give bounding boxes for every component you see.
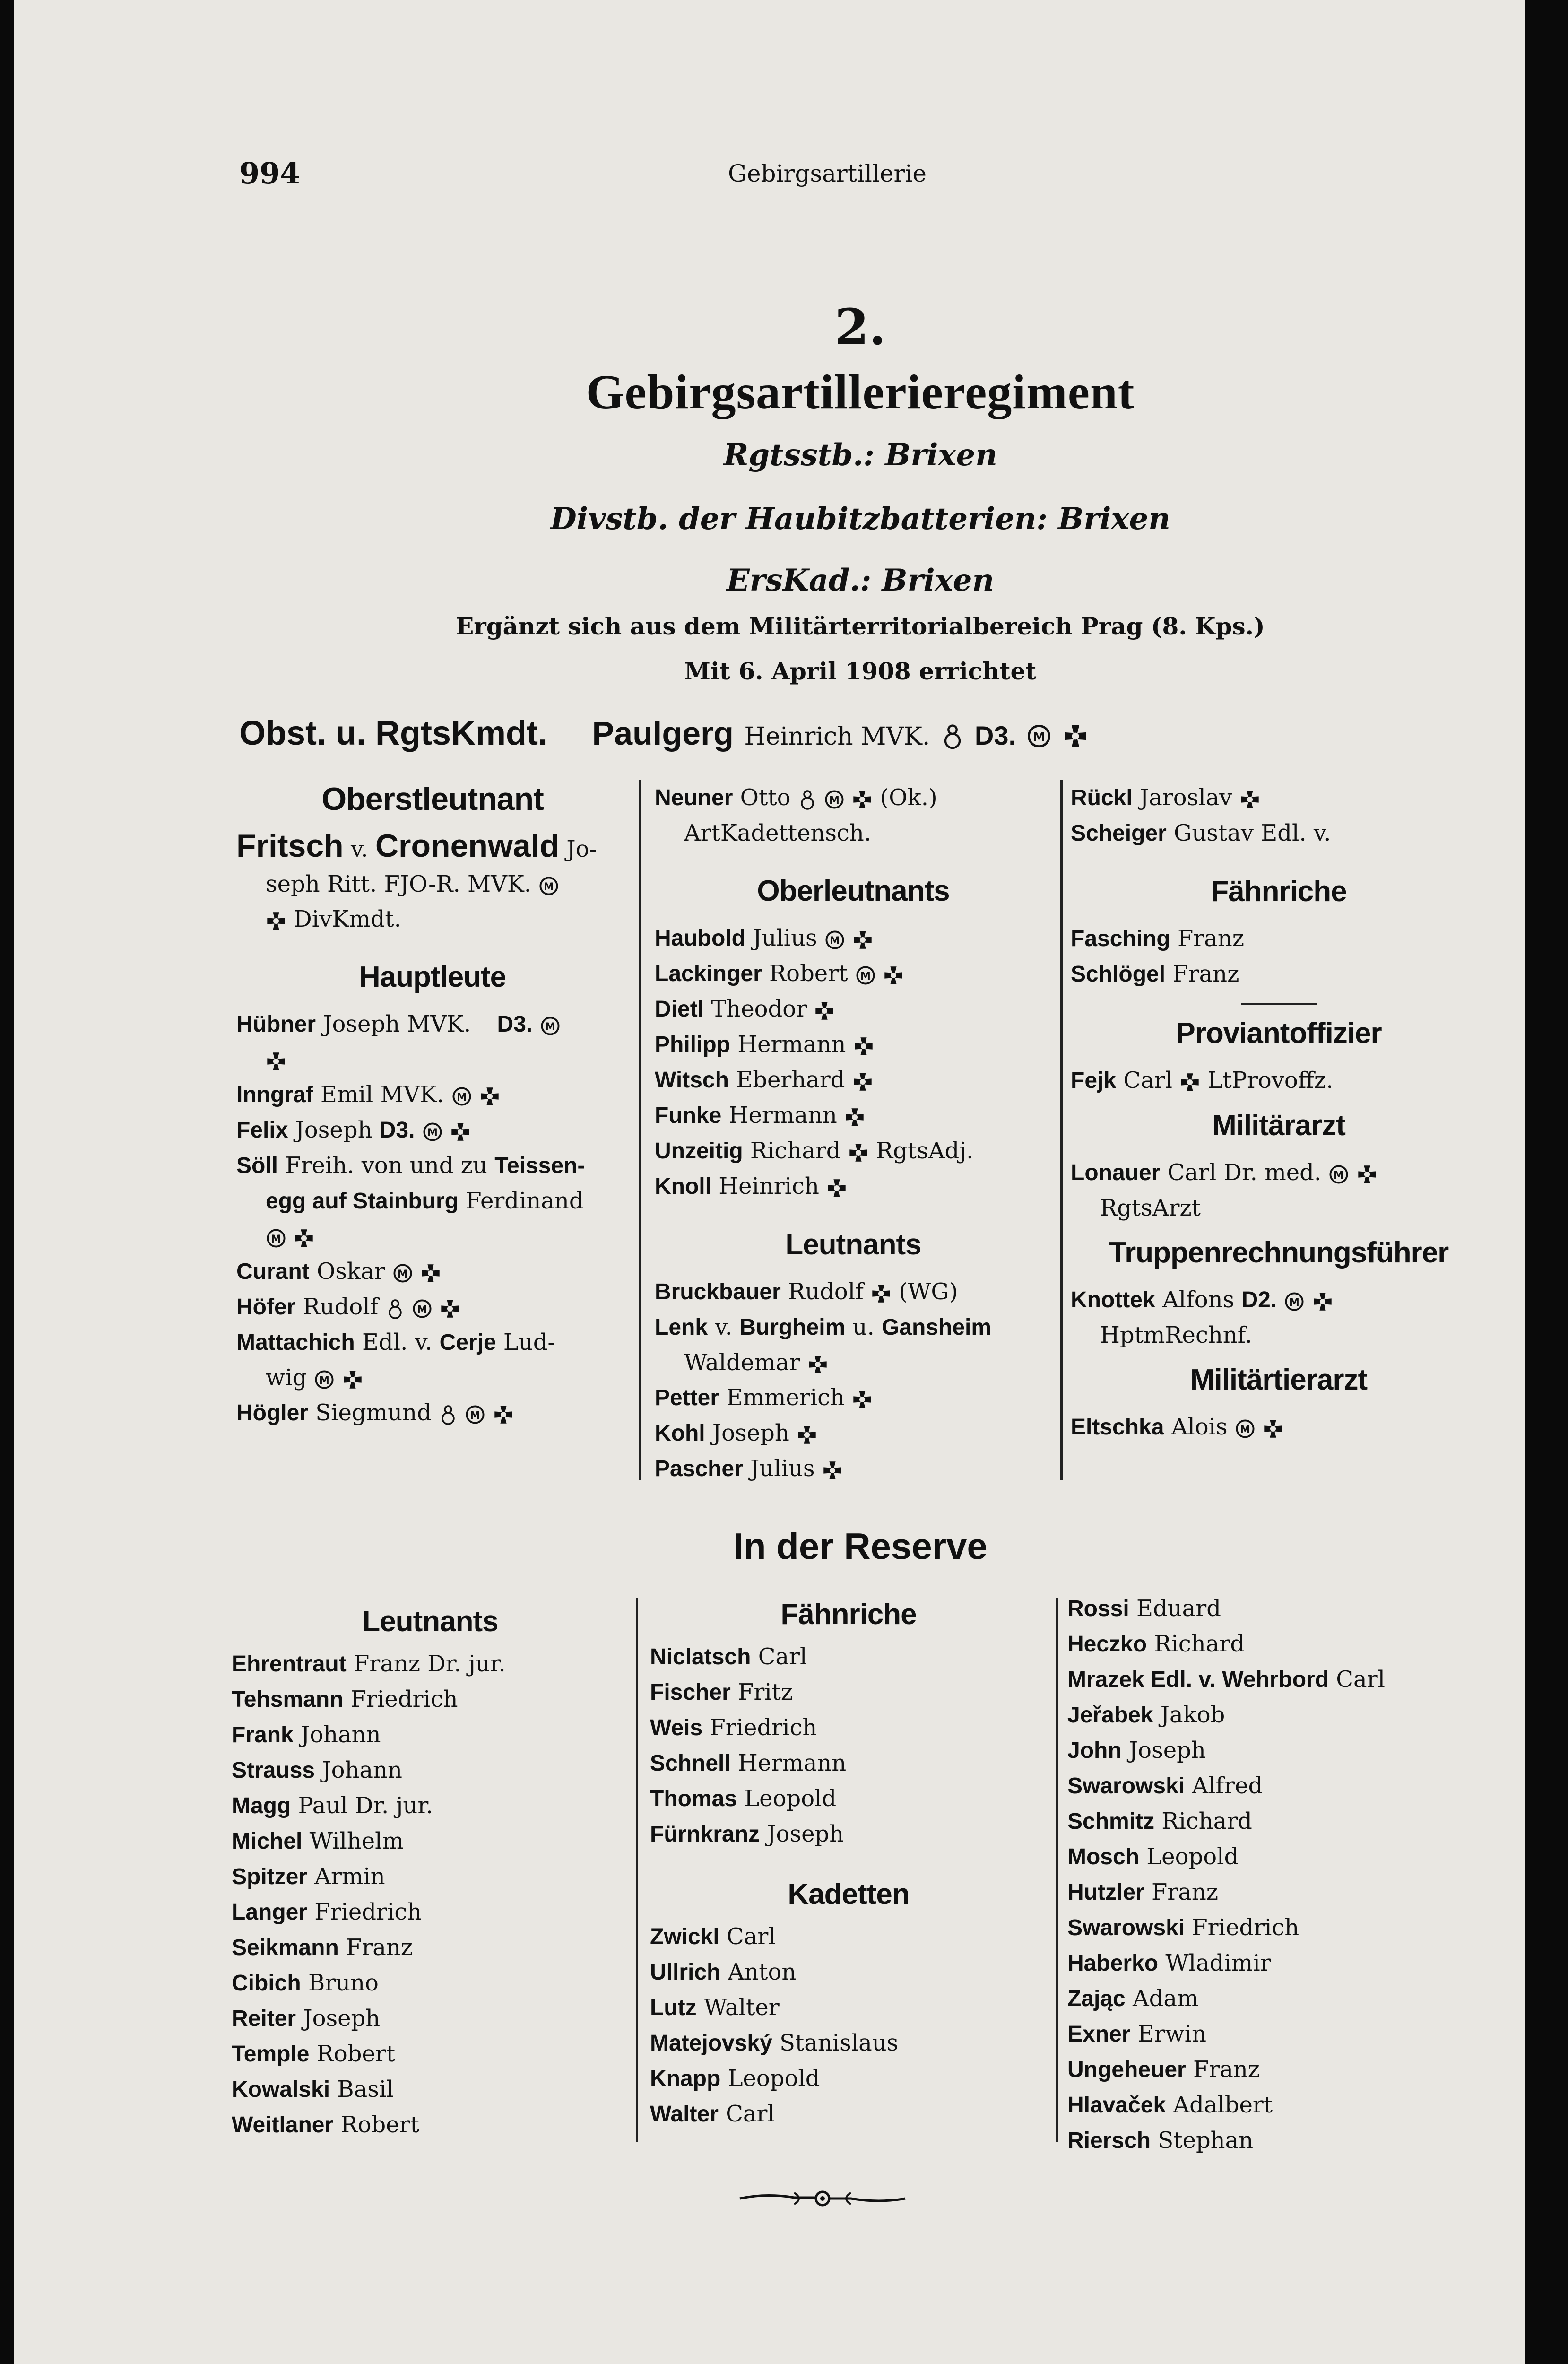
- given-name: Adalbert: [1173, 2092, 1273, 2118]
- section-heading: Leutnants: [362, 1605, 498, 1638]
- section-heading: Proviantoffizier: [1176, 1017, 1382, 1050]
- entry-line: Lenk v. Burgheim u. Gansheim: [655, 1314, 992, 1340]
- merit-cross-icon: [852, 1389, 873, 1410]
- active-column-3: [1071, 780, 1487, 1445]
- column-divider: [639, 780, 641, 1480]
- reserve-leutnants-list: [232, 1646, 629, 2143]
- merit-cross-icon: [807, 1354, 828, 1375]
- surname: Langer: [232, 1900, 308, 1925]
- surname: Riersch: [1067, 2128, 1151, 2153]
- section-heading: Militärarzt: [1212, 1109, 1345, 1142]
- regiment-title: Gebirgsartillerieregiment: [586, 365, 1135, 419]
- surname: Michel: [232, 1829, 303, 1854]
- list-item: [232, 1753, 629, 1788]
- given-name: Jakob: [1160, 1702, 1225, 1728]
- entry-line: Waldemar: [655, 1345, 1052, 1380]
- given-name: Anton: [728, 1959, 797, 1985]
- surname: Schmitz: [1067, 1809, 1155, 1834]
- entry-line: egg auf Stainburg Ferdinand: [266, 1188, 584, 1214]
- list-item: [650, 1781, 1047, 1816]
- list-item: [1067, 1626, 1493, 1662]
- reserve-column-2: [650, 1591, 1047, 2132]
- given-name: Friedrich: [710, 1714, 817, 1741]
- active-column-2: [655, 780, 1052, 1486]
- list-item: [1067, 1839, 1493, 1875]
- surname: Mosch: [1067, 1844, 1140, 1869]
- page-number: 994: [239, 156, 301, 191]
- merit-cross-icon: [493, 1404, 514, 1425]
- list-item: [232, 2036, 629, 2072]
- entry-line: Petter Emmerich: [655, 1380, 1052, 1416]
- given-name: Hermann: [737, 1750, 847, 1776]
- given-name: Joseph: [767, 1821, 844, 1847]
- entry-line: Bruckbauer Rudolf (WG): [655, 1278, 958, 1305]
- given-name: Leopold: [728, 2065, 820, 2092]
- merit-cross-icon: [342, 1369, 363, 1390]
- given-name: Johann: [300, 1721, 381, 1748]
- list-item: [232, 2001, 629, 2036]
- military-merit-medal-icon: [538, 876, 559, 896]
- section-heading: Oberstleutnant: [321, 781, 544, 817]
- entry-line: RgtsArzt: [1100, 1195, 1201, 1221]
- list-item: [1067, 2123, 1493, 2158]
- entry-line: Söll Freih. von und zu Teissen-: [236, 1152, 585, 1179]
- given-name: Friedrich: [1192, 1914, 1299, 1941]
- entry-line: Curant Oskar: [236, 1254, 629, 1289]
- entry-line: seph Ritt. FJO-R. MVK.: [236, 867, 629, 902]
- given-name: Robert: [340, 2112, 419, 2138]
- given-name: Carl: [1336, 1666, 1385, 1693]
- surname: Niclatsch: [650, 1644, 751, 1669]
- commander-suffix: D3.: [974, 721, 1016, 750]
- merit-cross-icon: [1263, 1418, 1283, 1439]
- reserve-column-1: [232, 1598, 629, 2143]
- list-item: [1067, 1591, 1493, 1626]
- list-item: [232, 1646, 629, 1682]
- regiment-number: 2.: [834, 298, 886, 356]
- entry-line: ArtKadettensch.: [684, 820, 872, 846]
- column-divider: [1060, 780, 1063, 1480]
- entry-line: Fasching Franz: [1071, 925, 1245, 952]
- recruitment-area: Ergänzt sich aus dem Militärterritorialbereich Prag (8. Kps.): [456, 612, 1265, 640]
- active-column-1: [236, 775, 629, 1431]
- surname: Hutzler: [1067, 1880, 1144, 1905]
- military-merit-medal-icon: [465, 1404, 485, 1425]
- merit-cross-icon: [848, 1142, 869, 1163]
- list-item: [1067, 1910, 1493, 1946]
- list-item: [232, 1788, 629, 1824]
- surname: Schnell: [650, 1751, 731, 1776]
- merit-cross-icon: [844, 1107, 865, 1128]
- entry-line: Witsch Eberhard: [655, 1062, 1052, 1098]
- surname: Exner: [1067, 2022, 1131, 2047]
- division-staff-location: Divstb. der Haubitzbatterien: Brixen: [550, 501, 1170, 537]
- list-item: [232, 1859, 629, 1895]
- merit-cross-icon: [1239, 789, 1260, 810]
- list-item: [1067, 1804, 1493, 1839]
- given-name: Carl: [758, 1643, 807, 1670]
- list-item: [650, 1746, 1047, 1781]
- military-merit-medal-icon: [314, 1369, 335, 1390]
- surname: Ungeheuer: [1067, 2057, 1186, 2082]
- running-head: Gebirgsartillerie: [728, 160, 927, 187]
- list-item: [232, 2072, 629, 2107]
- list-item: [232, 2107, 629, 2143]
- military-merit-medal-icon: [1284, 1291, 1305, 1312]
- entry-line: DivKmdt.: [236, 902, 629, 937]
- merit-cross-icon: [1312, 1291, 1333, 1312]
- merit-cross-icon: [266, 1051, 286, 1072]
- merit-cross-icon: [1179, 1072, 1200, 1093]
- surname: Cibich: [232, 1971, 301, 1996]
- given-name: Stanislaus: [780, 2030, 899, 2056]
- list-item: [1067, 1981, 1493, 2016]
- merit-cross-icon: [440, 1298, 460, 1319]
- list-item: [650, 1919, 1047, 1955]
- commander-line: [239, 714, 1088, 753]
- surname: Kowalski: [232, 2077, 330, 2102]
- section-heading: Fähnriche: [780, 1598, 917, 1631]
- merit-cross-icon: [1063, 723, 1088, 749]
- merit-cross-icon: [294, 1228, 314, 1249]
- given-name: Richard: [1154, 1631, 1245, 1657]
- given-name: Robert: [316, 2041, 396, 2067]
- list-item: [650, 1675, 1047, 1710]
- surname: Temple: [232, 2042, 310, 2067]
- given-name: Bruno: [308, 1970, 379, 1996]
- surname: Frank: [232, 1722, 294, 1747]
- merit-cross-icon: [852, 930, 873, 950]
- given-name: Leopold: [1146, 1843, 1239, 1870]
- reserve-faehnriche-list: [650, 1639, 1047, 1852]
- entry-line: Funke Hermann: [655, 1098, 1052, 1133]
- list-item: [650, 2096, 1047, 2132]
- list-item: [232, 1965, 629, 2001]
- entry-line: Philipp Hermann: [655, 1027, 1052, 1062]
- surname: Swarowski: [1067, 1773, 1185, 1799]
- given-name: Franz: [1151, 1879, 1219, 1905]
- given-name: Joseph: [303, 2005, 381, 2032]
- military-merit-medal-icon: [451, 1086, 472, 1107]
- entry-line: Pascher Julius: [655, 1451, 1052, 1486]
- surname: Knapp: [650, 2066, 721, 2091]
- surname: Weitlaner: [232, 2112, 334, 2138]
- entry-line: Lackinger Robert: [655, 956, 1052, 991]
- surname: Rossi: [1067, 1596, 1129, 1621]
- surname: Fischer: [650, 1680, 731, 1705]
- surname: Reiter: [232, 2006, 296, 2031]
- merit-cross-icon: [266, 911, 286, 931]
- section-rule: [1241, 1003, 1317, 1005]
- merit-cross-icon: [420, 1263, 441, 1284]
- entry-line: Neuner Otto (Ok.): [655, 784, 937, 811]
- given-name: Friedrich: [350, 1686, 458, 1712]
- entry-line: Fritsch v. Cronenwald Jo-: [236, 828, 597, 864]
- entry-line: Schlögel Franz: [1071, 961, 1239, 987]
- section-heading: Oberleutnants: [757, 875, 950, 907]
- surname: Mrazek Edl. v. Wehrbord: [1067, 1667, 1329, 1692]
- given-name: Carl: [726, 1923, 776, 1950]
- merit-cross-icon: [450, 1121, 471, 1142]
- established-date: Mit 6. April 1908 errichtet: [684, 657, 1037, 685]
- given-name: Carl: [726, 2101, 775, 2127]
- given-name: Walter: [703, 1994, 780, 2021]
- list-item: [1067, 2016, 1493, 2052]
- given-name: Franz Dr. jur.: [353, 1651, 506, 1677]
- entry-line: [236, 1042, 629, 1077]
- section-heading: Truppenrechnungsführer: [1109, 1236, 1449, 1269]
- entry-line: wig: [236, 1360, 629, 1395]
- list-item: [1067, 1662, 1493, 1697]
- surname: Haberko: [1067, 1951, 1159, 1976]
- military-merit-medal-icon: [824, 789, 845, 810]
- given-name: Franz: [346, 1934, 413, 1961]
- entry-line: Knoll Heinrich: [655, 1169, 1052, 1204]
- decoration-knot-icon: [439, 1403, 458, 1426]
- given-name: Joseph: [1128, 1737, 1206, 1764]
- list-item: [1067, 1768, 1493, 1804]
- military-merit-medal-icon: [1328, 1164, 1349, 1185]
- list-item: [1067, 1946, 1493, 1981]
- given-name: Leopold: [744, 1785, 837, 1812]
- military-merit-medal-icon: [824, 930, 845, 950]
- list-item: [650, 1816, 1047, 1852]
- entry-line: Knottek Alfons D2.: [1071, 1282, 1487, 1318]
- merit-cross-icon: [871, 1283, 892, 1304]
- ornament-divider-icon: [737, 2184, 908, 2213]
- given-name: Fritz: [738, 1679, 793, 1705]
- surname: Fürnkranz: [650, 1822, 760, 1847]
- section-heading: Leutnants: [785, 1228, 921, 1261]
- surname: Spitzer: [232, 1864, 308, 1889]
- section-heading: Fähnriche: [1211, 875, 1347, 908]
- given-name: Franz: [1193, 2056, 1260, 2083]
- surname: Ullrich: [650, 1960, 721, 1985]
- entry-line: Rückl Jaroslav: [1071, 780, 1487, 816]
- merit-cross-icon: [814, 1000, 835, 1021]
- commander-rank: Obst. u. RgtsKmdt.: [239, 714, 547, 752]
- given-name: Alfred: [1192, 1773, 1263, 1799]
- surname: Weis: [650, 1715, 703, 1740]
- list-item: [232, 1682, 629, 1717]
- merit-cross-icon: [1357, 1164, 1377, 1185]
- list-item: [1067, 1733, 1493, 1768]
- given-name: Wladimir: [1165, 1950, 1271, 1976]
- entry-line: Scheiger Gustav Edl. v.: [1071, 820, 1331, 846]
- given-name: Johann: [322, 1757, 402, 1783]
- section-heading: Kadetten: [788, 1878, 910, 1911]
- list-item: [650, 1955, 1047, 1990]
- military-merit-medal-icon: [1235, 1418, 1256, 1439]
- merit-cross-icon: [826, 1178, 847, 1199]
- merit-cross-icon: [852, 789, 873, 810]
- list-item: [650, 1639, 1047, 1675]
- merit-cross-icon: [479, 1086, 500, 1107]
- list-item: [1067, 2052, 1493, 2087]
- military-merit-medal-icon: [1026, 723, 1052, 749]
- entry-line: Mattachich Edl. v. Cerje Lud-: [236, 1329, 555, 1356]
- list-item: [650, 1710, 1047, 1746]
- list-item: [650, 2025, 1047, 2061]
- entry-line: HptmRechnf.: [1100, 1322, 1252, 1348]
- military-merit-medal-icon: [412, 1298, 433, 1319]
- given-name: Richard: [1161, 1808, 1252, 1834]
- surname: Matejovský: [650, 2031, 772, 2056]
- merit-cross-icon: [883, 965, 904, 986]
- military-merit-medal-icon: [266, 1228, 286, 1249]
- list-item: [1067, 1875, 1493, 1910]
- given-name: Armin: [314, 1863, 385, 1890]
- reserve-cadre-location: ErsKad.: Brixen: [726, 563, 995, 598]
- section-heading: Militärtierarzt: [1190, 1364, 1368, 1396]
- reserve-names-list: [1067, 1591, 1493, 2158]
- decoration-knot-icon: [798, 788, 817, 811]
- list-item: [1067, 1697, 1493, 1733]
- surname: John: [1067, 1738, 1122, 1763]
- entry-line: Hübner Joseph MVK. D3.: [236, 1007, 629, 1042]
- surname: Hlavaček: [1067, 2093, 1166, 2118]
- surname: Strauss: [232, 1758, 315, 1783]
- given-name: Stephan: [1158, 2127, 1254, 2154]
- list-item: [232, 1895, 629, 1930]
- column-divider: [1056, 1598, 1058, 2142]
- entry-line: Högler Siegmund: [236, 1395, 629, 1431]
- entry-line: Höfer Rudolf: [236, 1289, 629, 1325]
- entry-line: Haubold Julius: [655, 921, 1052, 956]
- given-name: Adam: [1133, 1985, 1199, 2012]
- reserve-kadetten-list: [650, 1919, 1047, 2132]
- surname: Jeřabek: [1067, 1703, 1153, 1728]
- section-heading: Hauptleute: [359, 961, 506, 993]
- surname: Zając: [1067, 1986, 1126, 2011]
- surname: Ehrentraut: [232, 1651, 347, 1677]
- staff-location: Rgtsstb.: Brixen: [723, 437, 997, 473]
- surname: Thomas: [650, 1786, 737, 1811]
- entry-line: [236, 1219, 629, 1254]
- surname: Magg: [232, 1793, 291, 1818]
- surname: Walter: [650, 2102, 719, 2127]
- given-name: Wilhelm: [309, 1828, 404, 1854]
- commander-details: Heinrich MVK.: [744, 722, 930, 751]
- decoration-knot-icon: [386, 1297, 405, 1321]
- merit-cross-icon: [852, 1071, 873, 1092]
- list-item: [650, 2061, 1047, 2096]
- entry-line: Dietl Theodor: [655, 991, 1052, 1027]
- reserve-column-3: [1067, 1591, 1493, 2158]
- surname: Tehsmann: [232, 1687, 344, 1712]
- surname: Seikmann: [232, 1935, 339, 1960]
- entry-line: Lonauer Carl Dr. med.: [1071, 1155, 1487, 1191]
- list-item: [232, 1930, 629, 1965]
- given-name: Eduard: [1136, 1595, 1221, 1622]
- surname: Heczko: [1067, 1632, 1147, 1657]
- given-name: Friedrich: [314, 1899, 422, 1925]
- entry-line: Eltschka Alois: [1071, 1409, 1487, 1445]
- merit-cross-icon: [797, 1425, 817, 1445]
- merit-cross-icon: [822, 1460, 843, 1481]
- given-name: Basil: [337, 2076, 394, 2103]
- reserve-heading: In der Reserve: [733, 1525, 988, 1567]
- given-name: Paul Dr. jur.: [298, 1792, 433, 1819]
- list-item: [232, 1824, 629, 1859]
- entry-line: Kohl Joseph: [655, 1416, 1052, 1451]
- decoration-knot-icon: [941, 722, 964, 750]
- given-name: Erwin: [1137, 2021, 1207, 2047]
- entry-line: Unzeitig Richard RgtsAdj.: [655, 1138, 974, 1164]
- list-item: [650, 1990, 1047, 2025]
- surname: Lutz: [650, 1995, 697, 2020]
- commander-surname: Paulgerg: [592, 715, 734, 752]
- military-merit-medal-icon: [540, 1016, 561, 1036]
- list-item: [232, 1717, 629, 1753]
- merit-cross-icon: [853, 1036, 874, 1057]
- entry-line: Inngraf Emil MVK.: [236, 1077, 629, 1112]
- military-merit-medal-icon: [392, 1263, 413, 1284]
- column-divider: [636, 1598, 638, 2142]
- surname: Swarowski: [1067, 1915, 1185, 1940]
- surname: Zwickl: [650, 1924, 719, 1949]
- list-item: [1067, 2087, 1493, 2123]
- military-merit-medal-icon: [422, 1121, 443, 1142]
- military-merit-medal-icon: [855, 965, 876, 986]
- entry-line: Felix Joseph D3.: [236, 1112, 629, 1148]
- entry-line: Fejk Carl LtProvoffz.: [1071, 1067, 1334, 1094]
